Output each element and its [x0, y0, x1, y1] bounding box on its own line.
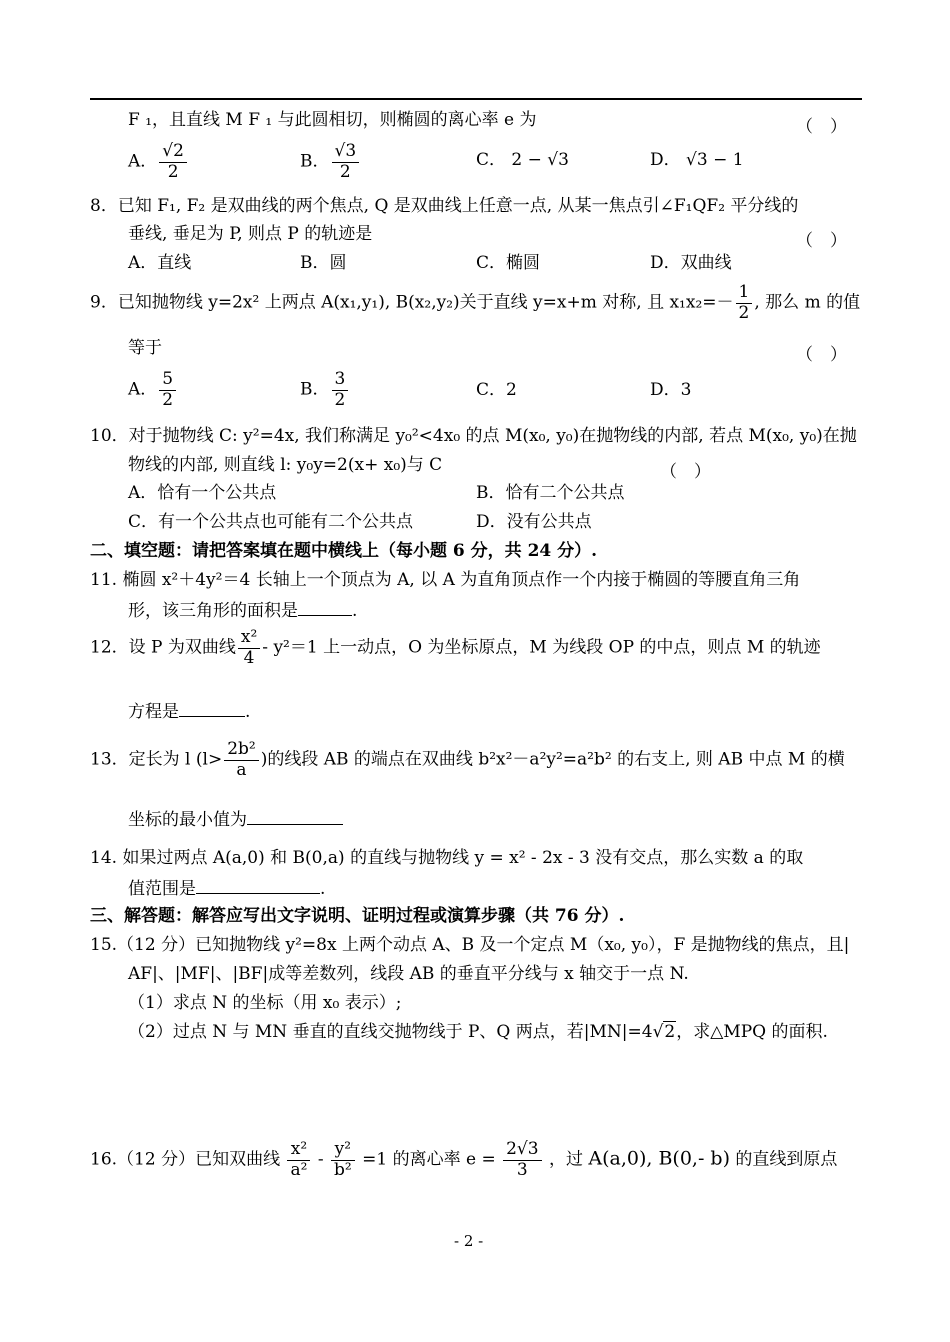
q16-line-1: 16.（12 分）已知双曲线 $\frac{\text{x²}}{\text{a²}}$ - $\frac{\text{y²}}{\text{b²}}$ =1 的离心率 e = $\frac{2√3}{3}$ ，过 A(a,0), B(0,- b) 的直线到原点 [90, 1139, 838, 1180]
q12-line-1: 12．设 P 为双曲线 $\frac{\text{x²}}{4}$ - y²＝1 上一动点，O 为坐标原点，M 为线段 OP 的中点，则点 M 的轨迹 [90, 627, 821, 668]
q7-option-a: A． $\frac{√2}{2}$ [128, 142, 189, 182]
q7-answer-paren: （ ） [796, 117, 847, 137]
q14-line-2: 值范围是 . [128, 879, 326, 899]
q10-option-c: C．有一个公共点也可能有二个公共点 [128, 512, 414, 532]
q15-part-1: （1）求点 N 的坐标（用 x₀ 表示）; [128, 993, 402, 1013]
q7-option-d: D． √3 − 1 [650, 150, 744, 170]
q10-line-1: 10．对于抛物线 C: y²=4x, 我们称满足 y₀²<4x₀ 的点 M(x₀, y₀)在抛物线的内部, 若点 M(x₀, y₀)在抛 [90, 426, 857, 446]
q10-line-2: 物线的内部, 则直线 l: y₀y=2(x+ x₀)与 C [128, 455, 443, 475]
section-2-heading: 二、填空题：请把答案填在题中横线上（每小题 6 分，共 24 分）. [90, 541, 598, 561]
q11-answer-blank[interactable] [298, 601, 352, 616]
q9-option-d: D．3 [650, 380, 692, 400]
q13-answer-blank[interactable] [247, 810, 343, 825]
page-number: - 2 - [454, 1232, 484, 1250]
q9-option-a: A． $\frac{5}{2}$ [128, 370, 178, 410]
q15-part-2: （2）过点 N 与 MN 垂直的直线交抛物线于 P、Q 两点，若|MN|=4√2，求△MPQ 的面积. [128, 1022, 828, 1042]
q13-line-1: 13．定长为 l (l> $\frac{\text{2b²}}{a}$ )的线段 AB 的端点在双曲线 b²x²－a²y²=a²b² 的右支上, 则 AB 中点 M 的横 [90, 739, 845, 780]
q13-line-2: 坐标的最小值为 [128, 810, 343, 829]
q9-option-c: C．2 [476, 380, 517, 400]
q10-option-b: B．恰有二个公共点 [476, 483, 625, 503]
q10-option-a: A．恰有一个公共点 [128, 483, 277, 503]
q10-option-d: D．没有公共点 [476, 512, 592, 532]
q7-option-c: C． 2 − √3 [476, 150, 569, 170]
q9-line-2: 等于 [128, 338, 162, 358]
q9-line-1: 9．已知抛物线 y=2x² 上两点 A(x₁,y₁), B(x₂,y₂)关于直线 y=x+m 对称, 且 x₁x₂=－ $\frac{1}{2}$ , 那么 m 的值 [90, 282, 861, 323]
q12-line-2: 方程是 . [128, 702, 251, 722]
q8-answer-paren: （ ） [796, 231, 847, 251]
q7-option-b: B． $\frac{√3}{2}$ [300, 142, 361, 182]
section-3-heading: 三、解答题：解答应写出文字说明、证明过程或演算步骤（共 76 分）. [90, 906, 625, 926]
q8-option-c: C．椭圆 [476, 253, 541, 273]
q14-answer-blank[interactable] [196, 879, 320, 894]
q15-line-2: AF|、|MF|、|BF|成等差数列，线段 AB 的垂直平分线与 x 轴交于一点 N. [128, 964, 689, 984]
q8-option-d: D．双曲线 [650, 253, 732, 273]
q8-line-1: 8．已知 F₁, F₂ 是双曲线的两个焦点, Q 是双曲线上任意一点, 从某一焦点引∠F₁QF₂ 平分线的 [90, 196, 799, 216]
q10-answer-paren: （ ） [660, 462, 711, 482]
q9-answer-paren: （ ） [796, 345, 847, 365]
q14-line-1: 14. 如果过两点 A(a,0) 和 B(0,a) 的直线与抛物线 y = x² - 2x - 3 没有交点，那么实数 a 的取 [90, 848, 804, 868]
q9-option-b: B． $\frac{3}{2}$ [300, 370, 350, 410]
q11-line-2: 形，该三角形的面积是 . [128, 601, 358, 621]
q7-stem: F ₁，且直线 M F ₁ 与此圆相切，则椭圆的离心率 e 为 [128, 110, 537, 130]
header-rule [90, 98, 862, 100]
q15-line-1: 15.（12 分）已知抛物线 y²=8x 上两个动点 A、B 及一个定点 M（x₀, y₀），F 是抛物线的焦点，且| [90, 935, 850, 955]
q8-option-a: A．直线 [128, 253, 192, 273]
q8-line-2: 垂线, 垂足为 P, 则点 P 的轨迹是 [128, 224, 373, 244]
q12-answer-blank[interactable] [179, 702, 245, 717]
q8-option-b: B．圆 [300, 253, 347, 273]
q11-line-1: 11. 椭圆 x²＋4y²＝4 长轴上一个顶点为 A, 以 A 为直角顶点作一个内接于椭圆的等腰直角三角 [90, 570, 801, 590]
